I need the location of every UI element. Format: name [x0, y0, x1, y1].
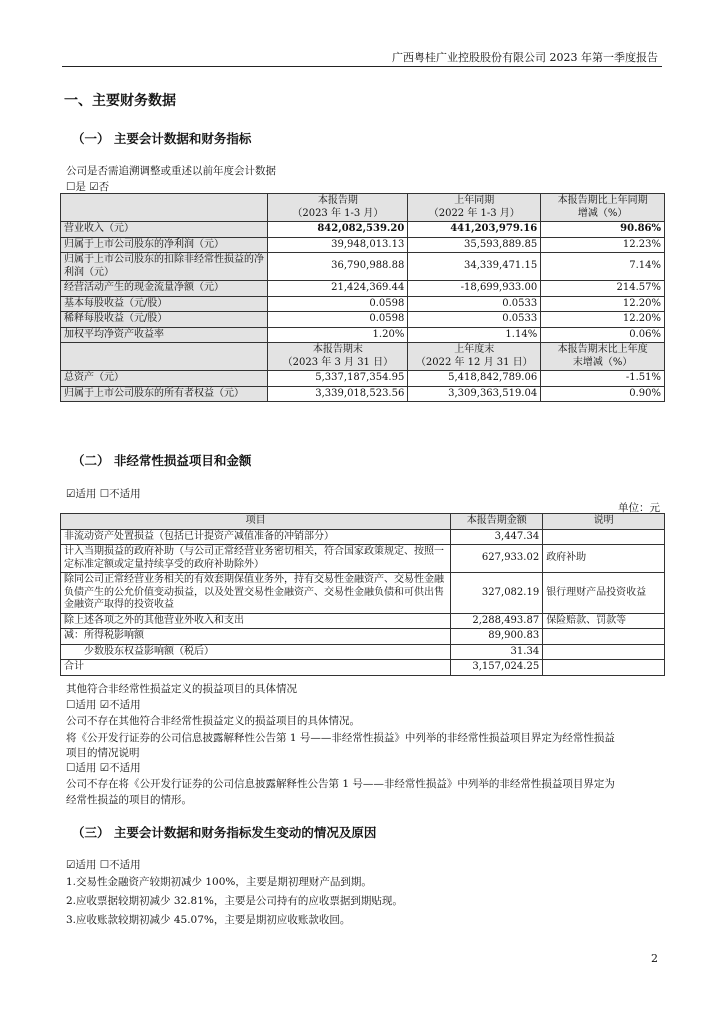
row-value: 12.20%	[541, 312, 665, 328]
row-value: 327,082.19	[451, 573, 543, 614]
row-label: 合计	[61, 660, 451, 676]
row-value: 35,593,889.85	[408, 237, 541, 253]
row-value: 39,948,013.13	[268, 237, 408, 253]
row-value: 0.0533	[408, 296, 541, 312]
row-value: 89,900.83	[451, 629, 543, 645]
row-value: 政府补助	[543, 545, 665, 573]
row-value: 银行理财产品投资收益	[543, 573, 665, 614]
row-value: 5,337,187,354.95	[268, 371, 408, 387]
row-value: 7.14%	[541, 253, 665, 281]
other-items-text: 公司不存在其他符合非经常性损益定义的损益项目的具体情况。	[66, 715, 360, 727]
row-value	[543, 660, 665, 676]
table-row	[61, 312, 665, 328]
row-value: -18,699,933.00	[408, 281, 541, 297]
subsection-title-2: （二） 非经常性损益项目和金额	[72, 453, 252, 468]
table-row	[61, 253, 665, 281]
row-label: 总资产（元）	[61, 371, 268, 387]
row-label: 计入当期损益的政府补助（与公司正常经营业务密切相关，符合国家政策规定、按照一定标准定额或定量持续享受的政府补助除外）	[61, 545, 451, 573]
row-label: 基本每股收益（元/股）	[61, 296, 268, 312]
row-value: 1.14%	[408, 327, 541, 343]
row-label: 除同公司正常经营业务相关的有效套期保值业务外，持有交易性金融资产、交易性金融负债产生的公允价值变动损益，以及处置交易性金融资产、交易性金融负债和可供出售金融资产取得的投资收益	[61, 573, 451, 614]
row-label: 归属于上市公司股东的扣除非经常性损益的净利润（元）	[61, 253, 268, 281]
row-label: 归属于上市公司股东的净利润（元）	[61, 237, 268, 253]
row-label: 归属于上市公司股东的所有者权益（元）	[61, 386, 268, 402]
row-value: 0.0598	[268, 312, 408, 328]
applicable-options: ☐适用 ☑不适用	[66, 762, 141, 774]
row-label: 少数股东权益影响额（税后）	[61, 644, 451, 660]
change-reason-item: 2.应收票据较期初减少 32.81%，主要是公司持有的应收票据到期贴现。	[66, 895, 403, 907]
table-row	[61, 237, 665, 253]
row-label: 除上述各项之外的其他营业外收入和支出	[61, 613, 451, 629]
row-value: 保险赔款、罚款等	[543, 613, 665, 629]
non-recurring-table	[60, 513, 665, 676]
table-row	[61, 386, 665, 402]
page-header: 广西粤桂广业控股股份有限公司 2023 年第一季度报告	[392, 51, 658, 64]
paragraph-line: 将《公开发行证券的公司信息披露解释性公告第 1 号——非经常性损益》中列举的非经常性损益项目界定为经常性损益	[66, 732, 615, 744]
change-reason-item: 3.应收账款较期初减少 45.07%，主要是期初应收账款收回。	[66, 914, 351, 926]
table-header-row: 本报告期末 （2023 年 3 月 31 日） 上年度末 （2022 年 12 月 31 日） 本报告期末比上年度 末增减（%）	[61, 343, 665, 371]
row-label: 稀释每股收益（元/股）	[61, 312, 268, 328]
row-value: 36,790,988.88	[268, 253, 408, 281]
change-reason-item: 1.交易性金融资产较期初减少 100%，主要是期初理财产品到期。	[66, 876, 372, 888]
row-value	[543, 529, 665, 545]
table-row	[61, 545, 665, 573]
table-header-row: 本报告期 （2023 年 1-3 月） 上年同期 （2022 年 1-3 月） 本报告期比上年同期 增减（%）	[61, 194, 665, 222]
row-value	[543, 629, 665, 645]
header-divider	[62, 66, 662, 67]
unit-label: 单位：元	[618, 502, 660, 514]
row-label: 加权平均净资产收益率	[61, 327, 268, 343]
row-value: 0.0598	[268, 296, 408, 312]
row-value: 1.20%	[268, 327, 408, 343]
row-value: 34,339,471.15	[408, 253, 541, 281]
applicable-options: ☐适用 ☑不适用	[66, 699, 141, 711]
row-value: 31.34	[451, 644, 543, 660]
table-row	[61, 629, 665, 645]
table-row	[61, 281, 665, 297]
row-value: 627,933.02	[451, 545, 543, 573]
row-value: 0.06%	[541, 327, 665, 343]
subsection-title-1: （一） 主要会计数据和财务指标	[72, 131, 252, 146]
restate-question: 公司是否需追溯调整或重述以前年度会计数据	[66, 165, 276, 177]
row-value: 214.57%	[541, 281, 665, 297]
applicable-options: ☑适用 ☐不适用	[66, 859, 141, 871]
table-row	[61, 613, 665, 629]
table-row	[61, 371, 665, 387]
key-financial-table	[60, 193, 665, 402]
applicable-options: ☑适用 ☐不适用	[66, 488, 141, 500]
section-title: 一、主要财务数据	[64, 93, 176, 109]
paragraph-line: 项目的情况说明	[66, 747, 140, 759]
row-label: 非流动资产处置损益（包括已计提资产减值准备的冲销部分）	[61, 529, 451, 545]
row-value: 0.0533	[408, 312, 541, 328]
row-label: 营业收入（元）	[61, 222, 268, 238]
row-label: 经营活动产生的现金流量净额（元）	[61, 281, 268, 297]
row-value: 441,203,979.16	[408, 222, 541, 238]
table-row	[61, 222, 665, 238]
row-value: -1.51%	[541, 371, 665, 387]
row-value: 2,288,493.87	[451, 613, 543, 629]
row-value: 3,447.34	[451, 529, 543, 545]
row-value: 12.20%	[541, 296, 665, 312]
row-label: 减：所得税影响额	[61, 629, 451, 645]
table-row	[61, 327, 665, 343]
row-value: 0.90%	[541, 386, 665, 402]
paragraph-line: 经常性损益的项目的情形。	[66, 794, 192, 806]
table-row	[61, 660, 665, 676]
table-header-row: 项目 本报告期金额 说明	[61, 514, 665, 530]
table-row	[61, 644, 665, 660]
subsection-title-3: （三） 主要会计数据和财务指标发生变动的情况及原因	[72, 825, 377, 840]
table-row	[61, 529, 665, 545]
row-value: 3,157,024.25	[451, 660, 543, 676]
other-items-title: 其他符合非经常性损益定义的损益项目的具体情况	[66, 683, 297, 695]
table-row	[61, 296, 665, 312]
row-value: 90.86%	[541, 222, 665, 238]
row-value: 21,424,369.44	[268, 281, 408, 297]
row-value: 842,082,539.20	[268, 222, 408, 238]
restate-options: ☐是 ☑否	[66, 181, 110, 193]
row-value: 5,418,842,789.06	[408, 371, 541, 387]
paragraph-line: 公司不存在将《公开发行证券的公司信息披露解释性公告第 1 号——非经常性损益》中列举的非经常性损益项目界定为	[66, 778, 615, 790]
table-row	[61, 573, 665, 614]
page-number: 2	[651, 952, 658, 965]
row-value: 3,339,018,523.56	[268, 386, 408, 402]
row-value: 3,309,363,519.04	[408, 386, 541, 402]
row-value	[543, 644, 665, 660]
row-value: 12.23%	[541, 237, 665, 253]
